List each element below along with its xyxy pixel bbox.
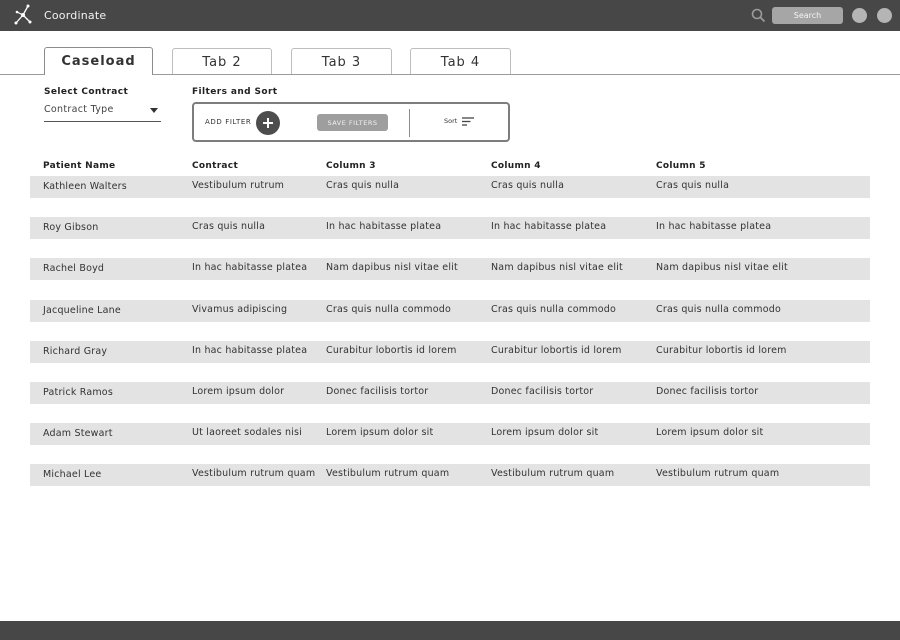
add-filter-label[interactable]: ADD FILTER	[205, 118, 252, 126]
table-cell: Lorem ipsum dolor sit	[326, 427, 434, 438]
patient-name-cell[interactable]: Adam Stewart	[43, 428, 113, 439]
caret-down-icon	[150, 108, 158, 113]
table-cell: In hac habitasse platea	[192, 262, 308, 273]
table-cell: Lorem ipsum dolor sit	[491, 427, 599, 438]
filters-and-sort-label: Filters and Sort	[192, 87, 278, 97]
tab-2[interactable]: Tab 2	[172, 48, 272, 75]
table-cell: In hac habitasse platea	[656, 221, 772, 232]
column-header-column-3[interactable]: Column 3	[326, 161, 376, 171]
table-cell: In hac habitasse platea	[326, 221, 442, 232]
table-cell: Ut laoreet sodales nisi	[192, 427, 303, 438]
header-circle-button-1[interactable]	[852, 8, 867, 23]
table-cell: Cras quis nulla	[491, 180, 565, 191]
table-cell: Nam dapibus nisl vitae elit	[326, 262, 458, 273]
save-filters-button[interactable]: SAVE FILTERS	[317, 114, 388, 131]
table-cell: In hac habitasse platea	[491, 221, 607, 232]
column-header-column-4[interactable]: Column 4	[491, 161, 541, 171]
patient-name-cell[interactable]: Jacqueline Lane	[43, 305, 121, 316]
app-title: Coordinate	[44, 9, 107, 22]
table-cell: Cras quis nulla commodo	[491, 304, 616, 315]
table-cell: In hac habitasse platea	[192, 345, 308, 356]
column-header-column-5[interactable]: Column 5	[656, 161, 706, 171]
footer-bar	[0, 621, 900, 640]
table-cell: Donec facilisis tortor	[326, 386, 429, 397]
select-contract-label: Select Contract	[44, 87, 129, 97]
table-cell: Curabitur lobortis id lorem	[656, 345, 787, 356]
patient-name-cell[interactable]: Kathleen Walters	[43, 181, 127, 192]
table-cell: Vivamus adipiscing	[192, 304, 288, 315]
filter-panel	[192, 102, 510, 142]
patient-name-cell[interactable]: Patrick Ramos	[43, 387, 113, 398]
tab-4[interactable]: Tab 4	[410, 48, 511, 75]
table-cell: Curabitur lobortis id lorem	[326, 345, 457, 356]
column-header-contract[interactable]: Contract	[192, 161, 239, 171]
sort-label[interactable]: Sort	[444, 117, 458, 125]
header-circle-button-2[interactable]	[877, 8, 892, 23]
table-cell: Cras quis nulla	[192, 221, 266, 232]
table-cell: Vestibulum rutrum quam	[192, 468, 316, 479]
table-cell: Lorem ipsum dolor sit	[656, 427, 764, 438]
table-cell: Cras quis nulla	[656, 180, 730, 191]
table-cell: Cras quis nulla commodo	[326, 304, 451, 315]
sort-icon[interactable]	[462, 117, 474, 126]
table-cell: Donec facilisis tortor	[491, 386, 594, 397]
contract-type-dropdown[interactable]	[44, 103, 161, 122]
table-cell: Curabitur lobortis id lorem	[491, 345, 622, 356]
patient-name-cell[interactable]: Rachel Boyd	[43, 263, 105, 274]
patient-name-cell[interactable]: Michael Lee	[43, 469, 102, 480]
table-cell: Vestibulum rutrum quam	[491, 468, 615, 479]
tab-3[interactable]: Tab 3	[291, 48, 392, 75]
table-cell: Cras quis nulla	[326, 180, 400, 191]
search-input[interactable]	[772, 7, 843, 24]
table-cell: Vestibulum rutrum quam	[656, 468, 780, 479]
table-cell: Nam dapibus nisl vitae elit	[491, 262, 623, 273]
table-row[interactable]	[30, 176, 870, 198]
tab-caseload[interactable]: Caseload	[44, 47, 153, 75]
patient-name-cell[interactable]: Roy Gibson	[43, 222, 99, 233]
search-icon[interactable]	[751, 8, 766, 23]
contract-type-value: Contract Type	[44, 104, 114, 115]
top-bar	[0, 0, 900, 31]
table-cell: Donec facilisis tortor	[656, 386, 759, 397]
logo-icon	[13, 4, 33, 26]
table-cell: Cras quis nulla commodo	[656, 304, 781, 315]
filter-divider	[409, 109, 410, 137]
patient-name-cell[interactable]: Richard Gray	[43, 346, 108, 357]
table-cell: Vestibulum rutrum	[192, 180, 285, 191]
table-cell: Vestibulum rutrum quam	[326, 468, 450, 479]
column-header-patient-name[interactable]: Patient Name	[43, 161, 116, 171]
plus-icon[interactable]	[256, 111, 280, 135]
table-cell: Nam dapibus nisl vitae elit	[656, 262, 788, 273]
table-cell: Lorem ipsum dolor	[192, 386, 285, 397]
